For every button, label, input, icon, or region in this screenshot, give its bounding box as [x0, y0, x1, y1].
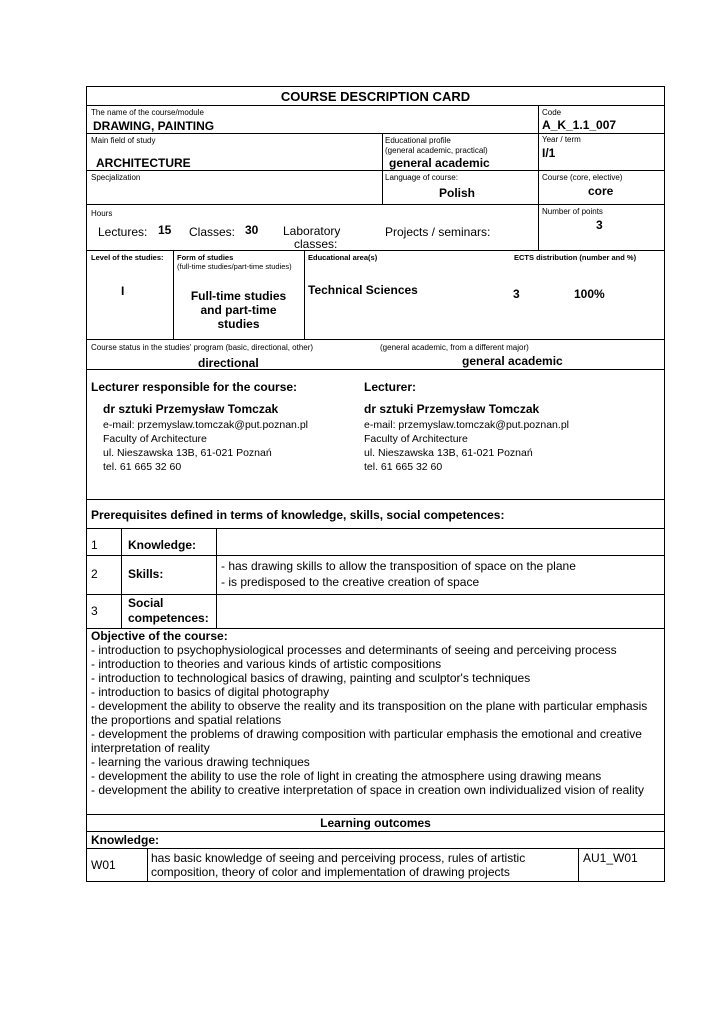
right-lecturer-email: e-mail: przemyslaw.tomczak@put.poznan.pl [364, 419, 569, 431]
form-value-1: Full-time studies [190, 289, 287, 303]
area-value: Technical Sciences [308, 283, 418, 297]
laboratory-sublabel: classes: [294, 237, 338, 251]
prerequisites-title: Prerequisites defined in terms of knowledge, skills, social competences: [91, 508, 505, 522]
course-type-value: core [588, 184, 614, 198]
prereq-skills-label: Skills: [128, 567, 164, 581]
language-label: Language of course: [385, 173, 458, 182]
objective-row [86, 629, 665, 815]
profile-value: general academic [389, 156, 490, 170]
prereq-skills-num: 2 [91, 567, 98, 581]
right-lecturer-faculty: Faculty of Architecture [364, 433, 468, 445]
outcome-w01-line-2: composition, theory of color and implementation of drawing projects [151, 865, 510, 879]
prerequisites-title-row [86, 500, 665, 529]
field-row [86, 134, 665, 171]
field-label: Main field of study [91, 136, 156, 145]
specialization-label: Specjalization [91, 173, 141, 182]
specialization-row [86, 171, 665, 205]
status-row [86, 340, 665, 370]
lecturers-row [86, 370, 665, 500]
status-value: directional [198, 356, 259, 370]
lectures-label: Lectures: [98, 225, 148, 239]
field-value: ARCHITECTURE [96, 156, 191, 170]
form-sublabel: (full-time studies/part-time studies) [177, 262, 292, 271]
prereq-social-label-2: competences: [128, 611, 209, 625]
points-label: Number of points [542, 207, 603, 216]
left-lecturer-tel: tel. 61 665 32 60 [103, 461, 182, 473]
objective-line: - development the ability to observe the reality and its transposition on the plane with particular emphasis [91, 699, 648, 713]
outcomes-title-row [86, 815, 665, 832]
course-description-card [86, 86, 665, 882]
outcomes-title: Learning outcomes [320, 816, 431, 830]
lecturer-label: Lecturer: [364, 380, 417, 394]
objective-line: - development the ability to use the role of light in creating the atmosphere using drawing means [91, 769, 602, 783]
language-value: Polish [439, 186, 476, 200]
profile-sublabel: (general academic, practical) [385, 146, 488, 155]
profile-label: Educational profile [385, 136, 451, 145]
ects-percent: 100% [574, 287, 605, 301]
responsible-lecturer-label: Lecturer responsible for the course: [91, 380, 298, 394]
prereq-social-label-1: Social [128, 596, 164, 610]
prereq-social-num: 3 [91, 604, 98, 618]
right-lecturer-address: ul. Nieszawska 13B, 61-021 Poznań [364, 447, 533, 459]
course-name-label: The name of the course/module [91, 108, 204, 117]
outcome-w01-line-1: has basic knowledge of seeing and perceiving process, rules of artistic [151, 851, 526, 865]
projects-label: Projects / seminars: [385, 225, 491, 239]
status-label: Course status in the studies' program (basic, directional, other) [91, 343, 314, 352]
ects-label: ECTS distribution (number and %) [514, 253, 637, 262]
left-lecturer-address: ul. Nieszawska 13B, 61-021 Poznań [103, 447, 272, 459]
form-label: Form of studies [177, 253, 234, 262]
right-lecturer-tel: tel. 61 665 32 60 [364, 461, 443, 473]
points-value: 3 [596, 218, 603, 232]
classes-value: 30 [245, 223, 259, 237]
right-lecturer-name: dr sztuki Przemysław Tomczak [364, 402, 540, 416]
objective-line: interpretation of reality [91, 741, 210, 755]
outcome-w01-ref: AU1_W01 [583, 851, 638, 865]
outcomes-knowledge-label: Knowledge: [91, 833, 159, 847]
outcomes-knowledge-row [86, 832, 665, 849]
status-sublabel: (general academic, from a different major) [380, 343, 529, 352]
objective-line: - introduction to technological basics of drawing, painting and sculptor's techniques [91, 671, 531, 685]
year-value: I/1 [542, 146, 556, 160]
objective-line: the proportions and spatial relations [91, 713, 282, 727]
prereq-knowledge-label: Knowledge: [128, 538, 196, 552]
prereq-social-row [86, 595, 665, 629]
prereq-knowledge-num: 1 [91, 538, 98, 552]
ects-number: 3 [513, 287, 520, 301]
course-name-row [86, 106, 665, 134]
classes-label: Classes: [189, 225, 236, 239]
prereq-skills-line-2: - is predisposed to the creative creation of space [221, 575, 480, 589]
studies-row [86, 251, 665, 340]
level-value: I [121, 284, 125, 298]
left-lecturer-name: dr sztuki Przemysław Tomczak [103, 402, 279, 416]
objective-line: - introduction to psychophysiological processes and determinants of seeing and perceiving process [91, 643, 617, 657]
left-lecturer-email: e-mail: przemyslaw.tomczak@put.poznan.pl [103, 419, 308, 431]
area-label: Educational area(s) [308, 253, 378, 262]
code-label: Code [542, 108, 562, 117]
outcome-w01-row [86, 849, 665, 882]
objective-line: - development the problems of drawing composition with particular emphasis the emotional and creative [91, 727, 642, 741]
laboratory-label: Laboratory [283, 224, 341, 238]
prereq-knowledge-row [86, 529, 665, 556]
hours-row [86, 205, 665, 251]
course-type-label: Course (core, elective) [542, 173, 623, 182]
prereq-skills-line-1: - has drawing skills to allow the transposition of space on the plane [221, 559, 576, 573]
form-value-2: and part-time [200, 303, 277, 317]
objective-line: - development the ability to creative interpretation of space in creation own individualized vision of reality [91, 783, 644, 797]
hours-label: Hours [91, 209, 113, 218]
course-name: DRAWING, PAINTING [93, 119, 215, 133]
left-lecturer-faculty: Faculty of Architecture [103, 433, 207, 445]
objective-line: - introduction to theories and various kinds of artistic compositions [91, 657, 442, 671]
year-label: Year / term [542, 135, 581, 144]
lectures-value: 15 [158, 223, 172, 237]
objective-title: Objective of the course: [91, 629, 228, 643]
objective-line: - introduction to basics of digital photography [91, 685, 330, 699]
objective-line: - learning the various drawing techniques [91, 755, 310, 769]
prereq-skills-row [86, 556, 665, 595]
course-code: A_K_1.1_007 [542, 118, 617, 132]
form-value-3: studies [217, 317, 260, 331]
level-label: Level of the studies: [91, 253, 164, 262]
outcome-w01-code: W01 [91, 858, 116, 872]
status-subvalue: general academic [462, 354, 563, 368]
card-title-row [86, 86, 665, 106]
card-title: COURSE DESCRIPTION CARD [280, 89, 471, 104]
